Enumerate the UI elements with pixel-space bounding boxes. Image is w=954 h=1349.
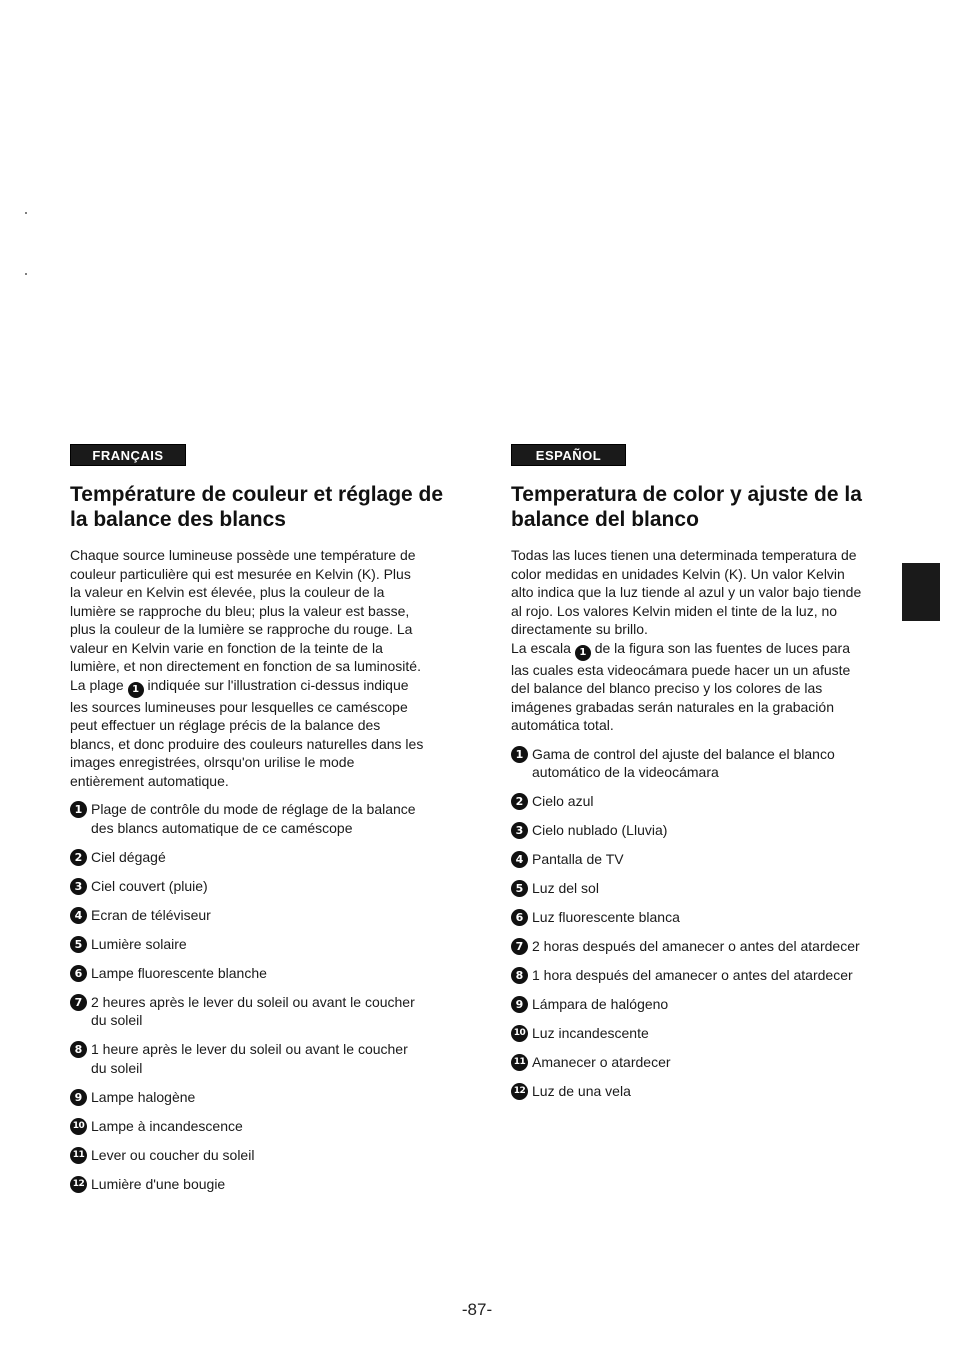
spanish-intro-paragraph: Todas las luces tienen una determinada temperatura de color medidas en unidades Kelvin (K). Un valor Kelvin alto indica que la luz tiende al azul y un valor bajo tiende al rojo. Los valores Kelvin miden el tinte de la luz, no directamente su brillo. [511,547,862,637]
list-item-text: Lumière solaire [91,935,187,952]
list-item [70,964,448,983]
french-intro-text: Chaque source lumineuse possède une température de couleur particulière qui est mesurée en Kelvin (K). Plus la valeur en Kelvin est élevée, plus la couleur de la lumière se rapproche du bleu; plus la valeur est basse, plus la couleur de la lumière se rapproche du rouge. La valeur en Kelvin varie en fonction de la teinte de la lumière, et non directement en fonction de sa luminosité. La plage [70,547,421,693]
list-item [70,1040,448,1077]
list-item-text: Luz fluorescente blanca [532,909,680,925]
list-item-text: Lever ou coucher du soleil [91,1146,255,1163]
list-item-text: 1 hora después del amanecer o antes del atardecer [532,967,853,983]
number-12-icon: 12 [511,1083,528,1100]
number-1-icon: 1 [70,801,87,818]
list-item [70,1146,448,1165]
marker-1-icon: 1 [128,682,144,698]
list-item-text: Ciel couvert (pluie) [91,877,208,894]
list-item-text: Luz incandescente [532,1025,649,1041]
list-item [511,821,883,840]
list-item-text: 1 heure après le lever du soleil ou avant le coucher du soleil [91,1041,408,1076]
list-item [70,1117,448,1136]
number-9-icon: 9 [511,996,528,1013]
list-item [70,800,448,837]
number-3-icon: 3 [70,878,87,895]
number-1-icon: 1 [511,746,528,763]
list-item-text: Cielo nublado (Lluvia) [532,822,668,838]
list-item-text: Lámpara de halógeno [532,996,669,1012]
spanish-legend-list [511,745,883,1101]
number-12-icon: 12 [70,1176,87,1193]
number-11-icon: 11 [511,1054,528,1071]
list-item [511,1024,883,1043]
list-item [511,745,883,782]
spanish-title: Temperatura de color y ajuste de la balance del blanco [511,483,862,531]
number-5-icon: 5 [70,936,87,953]
list-item-text: Plage de contrôle du mode de réglage de la balance des blancs automatique de ce caméscope [91,801,416,836]
list-item [70,935,448,954]
list-item [511,792,883,811]
number-2-icon: 2 [70,849,87,866]
number-8-icon: 8 [511,967,528,984]
list-item [70,1175,448,1194]
number-7-icon: 7 [70,994,87,1011]
section-thumb-tab [902,563,940,621]
language-label-spanish: ESPAÑOL [511,444,626,466]
french-column [70,444,448,1204]
list-item-text: Amanecer o atardecer [532,1054,671,1070]
list-item-text: Luz del sol [532,880,599,896]
page-number: -87- [461,1300,493,1319]
number-10-icon: 10 [70,1118,87,1135]
list-item [511,850,883,869]
spanish-scale-text-cont: de la figura son las fuentes de luces para las cuales esta videocámara puede hacer un un afuste del balance del blanco preciso y los colores de las imágenes grabadas serán naturales en la grabación automática total. [511,639,851,733]
number-6-icon: 6 [70,965,87,982]
list-item [511,937,883,956]
number-11-icon: 11 [70,1147,87,1164]
number-4-icon: 4 [70,907,87,924]
number-3-icon: 3 [511,822,528,839]
list-item [511,1053,883,1072]
number-5-icon: 5 [511,880,528,897]
french-intro-paragraph [70,546,448,790]
list-item-text: Lampe halogène [91,1088,196,1105]
list-item [70,1088,448,1107]
list-item-text: Luz de una vela [532,1083,631,1099]
list-item-text: Cielo azul [532,793,594,809]
spanish-column [511,444,883,1111]
number-8-icon: 8 [70,1041,87,1058]
number-4-icon: 4 [511,851,528,868]
list-item [70,848,448,867]
french-title: Température de couleur et réglage de la balance des blancs [70,483,444,531]
list-item [511,1082,883,1101]
spanish-scale-text: La escala [511,639,575,656]
french-legend-list [70,800,448,1193]
spanish-scale-paragraph [511,639,883,735]
number-7-icon: 7 [511,938,528,955]
list-item [70,877,448,896]
list-item-text: Ciel dégagé [91,848,166,865]
list-item [70,993,448,1030]
list-item-text: Lumière d'une bougie [91,1175,226,1192]
list-item-text: 2 heures après le lever du soleil ou avant le coucher du soleil [91,993,415,1028]
marker-1-icon: 1 [575,645,591,661]
list-item-text: Lampe fluorescente blanche [91,964,267,981]
list-item-text: Gama de control del ajuste del balance el blanco automático de la videocámara [532,745,835,780]
language-label-french: FRANÇAIS [70,444,186,466]
list-item-text: Ecran de téléviseur [91,906,211,923]
list-item-text: Pantalla de TV [532,851,624,867]
list-item-text: Lampe à incandescence [91,1117,243,1134]
scan-speck [25,273,27,275]
number-2-icon: 2 [511,793,528,810]
number-10-icon: 10 [511,1025,528,1042]
list-item [511,879,883,898]
number-9-icon: 9 [70,1089,87,1106]
list-item [511,995,883,1014]
list-item-text: 2 horas después del amanecer o antes del atardecer [532,938,860,954]
number-6-icon: 6 [511,909,528,926]
list-item [511,908,883,927]
scan-speck [25,212,27,214]
french-intro-text-cont: indiquée sur l'illustration ci-dessus indique les sources lumineuses pour lesquelles ce caméscope peut effectuer un réglage précis de la balance des blancs, et donc produire des couleurs naturelles dans les images enregistrées, olrsqu'on urilise le mode entièrement automatique. [70,676,424,789]
list-item [70,906,448,925]
list-item [511,966,883,985]
